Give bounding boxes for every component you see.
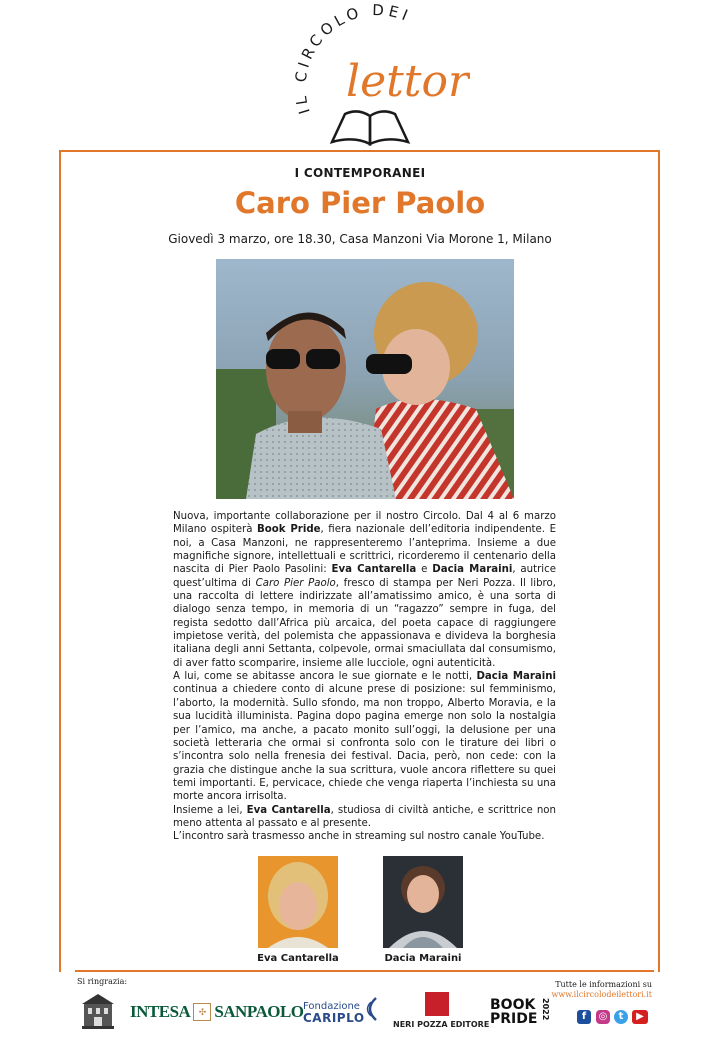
book-pride-book: BOOK: [490, 997, 536, 1013]
event-description: [173, 510, 556, 844]
open-book-icon: [332, 111, 408, 144]
logo-arc-text: IL CIRCOLO DEI: [291, 4, 415, 117]
text-run: A lui, come se abitasse ancora le sue giornate e le notti,: [173, 671, 477, 683]
paragraph-1: [173, 510, 556, 670]
circolo-lettori-logo: [280, 4, 470, 146]
intesa-mark-icon: ✣: [193, 1003, 211, 1021]
speaker-caption: Dacia Maraini: [384, 953, 462, 964]
text-run: , fiera nazionale dell’editoria indipendente. E noi, a Casa Manzoni, ne rappresenteremo l’anteprima. Insieme a due magnifiche signore, intellettuali e scrittrici, ricorderemo il centenario della nascita di Pier Paolo Pasolini:: [173, 524, 557, 576]
sanpaolo-word: SANPAOLO: [214, 1002, 304, 1021]
speaker-caption: Eva Cantarella: [257, 953, 339, 964]
website-link[interactable]: www.ilcircolodeilettori.it: [551, 990, 652, 999]
eva-cantarella-photo: [258, 856, 338, 948]
neri-pozza-name: NERI POZZA EDITORE: [393, 1020, 490, 1029]
info-label: Tutte le informazioni su: [555, 980, 652, 989]
paragraph-4: L’incontro sarà trasmesso anche in streaming sul nostro canale YouTube.: [173, 831, 545, 843]
logo-word: lettori: [346, 56, 470, 107]
intesa-word: INTESA: [130, 1002, 191, 1021]
book-title-italic: Caro Pier Paolo: [255, 577, 336, 589]
cariplo-label: Fondazione: [303, 1001, 360, 1012]
dacia-maraini-photo: [383, 856, 463, 948]
book-pride-pride: PRIDE: [490, 1011, 538, 1027]
facebook-icon[interactable]: f: [577, 1010, 591, 1024]
thanks-label: Si ringrazia:: [77, 977, 128, 986]
series-label: I CONTEMPORANEI: [294, 166, 426, 180]
intesa-sanpaolo-logo: [130, 1002, 304, 1022]
speaker-name-bold: Eva Cantarella: [246, 804, 331, 816]
event-title: Caro Pier Paolo: [234, 186, 486, 220]
text-run: e: [416, 564, 433, 576]
text-run: continua a chiedere conto di alcune prese di posizione: sul femminismo, l’aborto, la modernità. Sullo sfondo, ma non troppo, Alberto Moravia, e la sua lucidità illuminista. Pagina dopo pagina emerge non solo la nostalgia per l’amico, ma anche, a pacato monito sull’oggi, la delusione per una società letteraria che ormai si confronta solo con le tirature dei libri o s’incontra solo nella frenesia dei festival. Dacia, però, non cede: con la grazia che distingue anche la sua scrittura, vuole ancora riflettere su quei temi importanti. E, pervicace, chiede che venga riaperta l’inchiesta su una morte ancora irrisolta.: [173, 684, 556, 803]
text-run: , studiosa di civiltà antiche, e scrittrice non meno attenta al passato e al presente.: [173, 804, 556, 829]
neri-pozza-logo-icon: [425, 992, 449, 1016]
paragraph-2: [173, 670, 556, 803]
youtube-icon[interactable]: ▶: [632, 1010, 648, 1024]
footer-divider: [75, 970, 654, 972]
pasolini-photo: [216, 259, 514, 499]
text-run: Nuova, importante collaborazione per il nostro Circolo. Dal 4 al 6 marzo Milano ospiterà: [173, 511, 556, 536]
book-pride-bold: Book Pride: [256, 524, 321, 536]
logo-graphic: [280, 4, 470, 146]
text-run: Insieme a lei,: [173, 804, 247, 816]
text-run: , fresco di stampa per Neri Pozza. Il libro, una raccolta di lettere indirizzate all’amatissimo amico, è una sorta di dialogo senza tempo, in memoria di un “ragazzo” sempre in fuga, del regista sedotto dall’Africa più arcaica, del poeta capace di raggiungere impietose verità, del polemista che appassionava e divideva la borghesia italiana degli anni Settanta, colpevole, ormai smaciullata dal consumismo, di aver fatto scomparire, insieme alle lucciole, ogni autenticità.: [173, 577, 556, 669]
book-pride-year: 2022: [541, 998, 550, 1021]
speaker-name-bold: Dacia Maraini: [476, 671, 556, 683]
paragraph-3: [173, 804, 556, 831]
speaker-name-bold: Dacia Maraini: [432, 564, 513, 576]
speaker-name-bold: Eva Cantarella: [331, 564, 417, 576]
instagram-icon[interactable]: ◎: [596, 1010, 610, 1024]
twitter-icon[interactable]: t: [614, 1010, 628, 1024]
cariplo-name: CARIPLO: [303, 1011, 365, 1025]
villa-sponsor-logo: [80, 992, 116, 1032]
event-datetime-place: Giovedì 3 marzo, ore 18.30, Casa Manzoni Via Morone 1, Milano: [168, 232, 552, 246]
text-run: , autrice quest’ultima di: [173, 564, 556, 589]
cariplo-mark-icon: [362, 996, 378, 1022]
